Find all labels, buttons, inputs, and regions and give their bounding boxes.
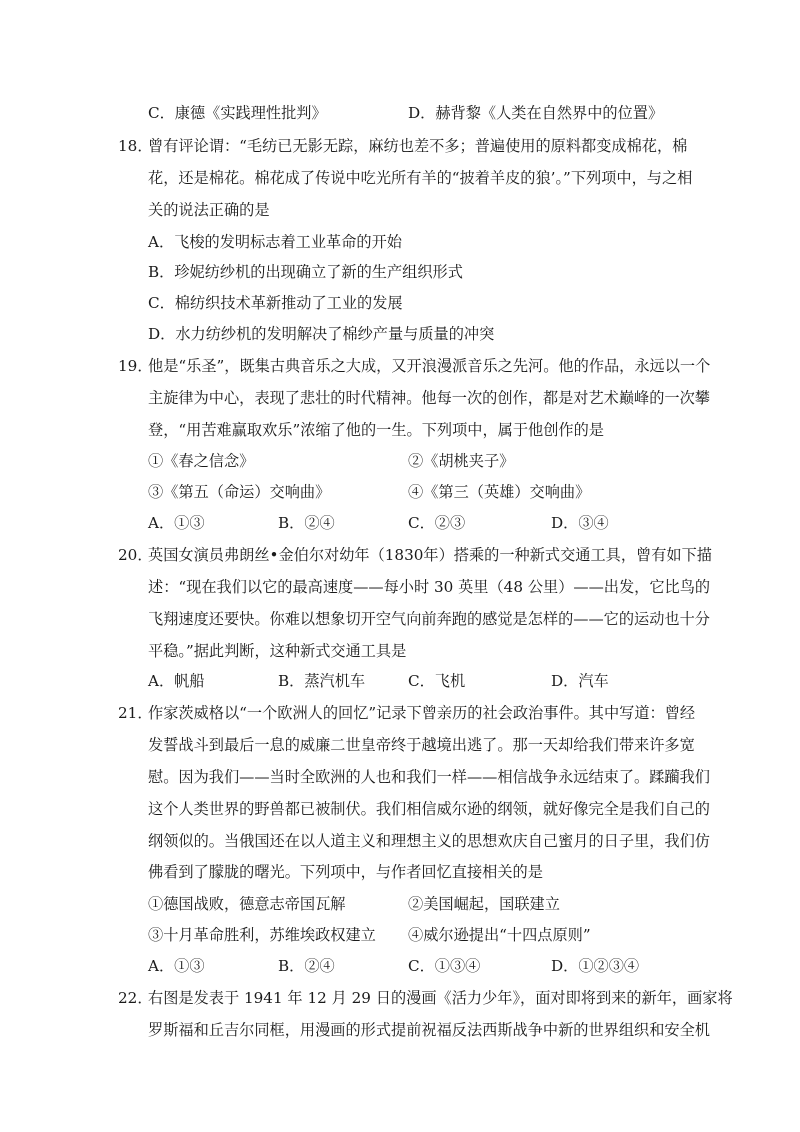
q22-number: 22．: [118, 989, 153, 1007]
q19-item-2: ②《胡桃夹子》: [408, 452, 515, 470]
q19-item-4: ④《第三（英雄）交响曲》: [408, 483, 591, 501]
q21-item-1: ①德国战败，德意志帝国瓦解: [148, 895, 346, 913]
q20-stem-line: 平稳。”据此判断，这种新式交通工具是: [148, 642, 407, 660]
q21-stem-line: 作家茨威格以“一个欧洲人的回忆”记录下曾亲历的社会政治事件。其中写道：曾经: [148, 704, 696, 722]
q20-stem-line: 英国女演员弗朗丝•金伯尔对幼年（1830年）搭乘的一种新式交通工具，曾有如下描: [148, 546, 712, 564]
q20-option-a: A．帆船: [148, 672, 205, 690]
q21-option-d: D．①②③④: [551, 957, 640, 975]
q18-stem-line: 关的说法正确的是: [148, 201, 270, 219]
q19-number: 19．: [118, 357, 153, 375]
q18-option-c: C．棉纺织技术革新推动了工业的发展: [148, 294, 403, 312]
q21-item-4: ④威尔逊提出“十四点原则”: [408, 926, 591, 944]
q18-option-d: D．水力纺纱机的发明解决了棉纱产量与质量的冲突: [148, 325, 495, 343]
q20-option-c: C．飞机: [408, 672, 466, 690]
q21-number: 21．: [118, 704, 153, 722]
q22-stem-line: 罗斯福和丘吉尔同框，用漫画的形式提前祝福反法西斯战争中新的世界组织和安全机: [148, 1021, 710, 1039]
q19-stem-line: 主旋律为中心，表现了悲壮的时代精神。他每一次的创作，都是对艺术巅峰的一次攀: [148, 389, 710, 407]
q22-stem-line: 右图是发表于 1941 年 12 月 29 日的漫画《活力少年》，面对即将到来的新年，画家将: [148, 989, 733, 1007]
q18-number: 18．: [118, 137, 153, 155]
q21-option-a: A．①③: [148, 957, 205, 975]
q21-stem-line: 发誓战斗到最后一息的威廉二世皇帝终于越境出逃了。那一天却给我们带来许多宽: [148, 736, 695, 754]
q21-stem-line: 慰。因为我们——当时全欧洲的人也和我们一样——相信战争永远结束了。蹂躏我们: [148, 768, 710, 786]
q20-option-b: B．蒸汽机车: [278, 672, 366, 690]
q20-stem-line: 述：“现在我们以它的最高速度——每小时 30 英里（48 公里）——出发，它比鸟的: [148, 578, 711, 596]
q18-option-b: B．珍妮纺纱机的出现确立了新的生产组织形式: [148, 263, 463, 281]
q21-option-c: C．①③④: [408, 957, 481, 975]
q18-stem-line: 花，还是棉花。棉花成了传说中吃光所有羊的“披着羊皮的狼’。”下列项中，与之相: [148, 169, 693, 187]
q21-stem-line: 这个人类世界的野兽都已被制伏。我们相信威尔逊的纲领，就好像完全是我们自己的: [148, 800, 710, 818]
q17-option-d: D．赫背黎《人类在自然界中的位置》: [408, 104, 664, 122]
q20-option-d: D．汽车: [551, 672, 609, 690]
q21-stem-line: 佛看到了朦胧的曙光。下列项中，与作者回忆直接相关的是: [148, 863, 543, 881]
q18-stem-line: 曾有评论谓：“毛纺已无影无踪，麻纺也差不多；普遍使用的原料都变成棉花，棉: [148, 137, 688, 155]
q20-stem-line: 飞翔速度还要快。你难以想象切开空气向前奔跑的感觉是怎样的——它的运动也十分: [148, 610, 710, 628]
q21-item-2: ②美国崛起，国联建立: [408, 895, 560, 913]
q19-option-a: A．①③: [148, 514, 205, 532]
q19-stem-line: 他是“乐圣”，既集古典音乐之大成，又开浪漫派音乐之先河。他的作品，永远以一个: [148, 357, 711, 375]
q21-stem-line: 纲领似的。当俄国还在以人道主义和理想主义的思想欢庆自己蜜月的日子里，我们仿: [148, 832, 710, 850]
q17-option-c: C．康德《实践理性批判》: [148, 104, 327, 122]
q19-item-3: ③《第五（命运）交响曲》: [148, 483, 331, 501]
q19-option-c: C．②③: [408, 514, 466, 532]
q19-option-b: B．②④: [278, 514, 335, 532]
q19-stem-line: 登，“用苦难赢取欢乐”浓缩了他的一生。下列项中，属于他创作的是: [148, 421, 604, 439]
q19-item-1: ①《春之信念》: [148, 452, 255, 470]
q18-option-a: A．飞梭的发明标志着工业革命的开始: [148, 233, 402, 251]
q21-option-b: B．②④: [278, 957, 335, 975]
q21-item-3: ③十月革命胜利，苏维埃政权建立: [148, 926, 376, 944]
q20-number: 20．: [118, 546, 153, 564]
q19-option-d: D．③④: [551, 514, 609, 532]
